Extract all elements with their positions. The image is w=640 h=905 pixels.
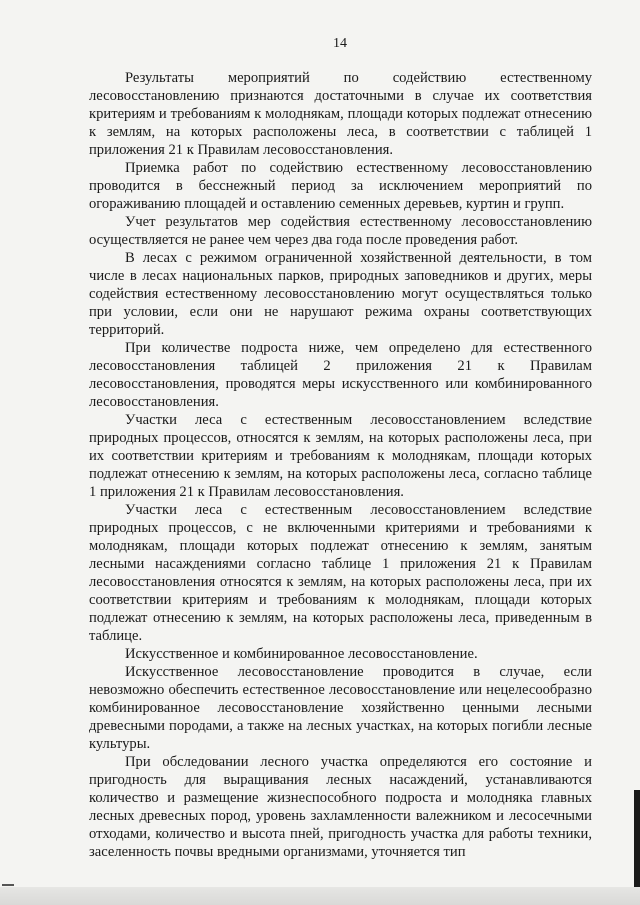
- paragraph: Результаты мероприятий по содействию естественному лесовосстановлению признаются достаточными в случае их соответствия критериям и требованиям к молоднякам, площади которых подлежат отнесению к землям, на которых расположены леса, в соответствии с таблицей 1 приложения 21 к Правилам лесовосстановления.: [89, 70, 592, 158]
- paragraph: При количестве подроста ниже, чем определено для естественного лесовосстановления таблицей 2 приложения 21 к Правилам лесовосстановления, проводятся меры искусственного или комбинированного лесовосстановления.: [89, 340, 592, 410]
- scan-corner-mark: [2, 884, 14, 898]
- paragraph: Участки леса с естественным лесовосстановлением вследствие природных процессов, с не включенными критериями и требованиями к молоднякам, площади которых подлежат отнесению к землям, занятым лесными насаждениями согласно таблице 1 приложения 21 к Правилам лесовосстановления относятся к землям, на которых расположены леса, при их соответствии критериям и требованиям к молоднякам, площади которых подлежат отнесению к землям, на которых расположены леса, приведенным в таблице.: [89, 502, 592, 644]
- paragraph: Учет результатов мер содействия естественному лесовосстановлению осуществляется не ранее чем через два года после проведения работ.: [89, 214, 592, 248]
- paragraph: Участки леса с естественным лесовосстановлением вследствие природных процессов, относятся к землям, на которых расположены леса, при их соответствии критериям и требованиям к молоднякам, площади которых подлежат отнесению к землям, на которых расположены леса, согласно таблице 1 приложения 21 к Правилам лесовосстановления.: [89, 412, 592, 500]
- body-text: [89, 69, 592, 861]
- paragraph: Искусственное лесовосстановление проводится в случае, если невозможно обеспечить естественное лесовосстановление или нецелесообразно комбинированное лесовосстановление хозяйственно ценными лесными древесными породами, а также на лесных участках, на которых погибли лесные культуры.: [89, 664, 592, 752]
- page-number: 14: [333, 36, 347, 51]
- scan-bottom-edge: [0, 887, 640, 905]
- paragraph: В лесах с режимом ограниченной хозяйственной деятельности, в том числе в лесах национальных парков, природных заповедников и других, меры содействия естественному лесовосстановлению могут осуществляться только при условии, если они не нарушают режима охраны соответствующих территорий.: [89, 250, 592, 338]
- paragraph: При обследовании лесного участка определяются его состояние и пригодность для выращивания лесных насаждений, устанавливаются количество и размещение жизнеспособного подроста и молодняка главных лесных древесных пород, уровень захламленности валежником и лесосечными отходами, количество и высота пней, пригодность участка для работы техники, заселенность почвы вредными организмами, уточняется тип: [89, 754, 592, 860]
- section-heading: Искусственное и комбинированное лесовосстановление.: [125, 646, 478, 662]
- paragraph: Приемка работ по содействию естественному лесовосстановлению проводится в бесснежный период за исключением мероприятий по огораживанию площадей и оставлению семенных деревьев, куртин и групп.: [89, 160, 592, 212]
